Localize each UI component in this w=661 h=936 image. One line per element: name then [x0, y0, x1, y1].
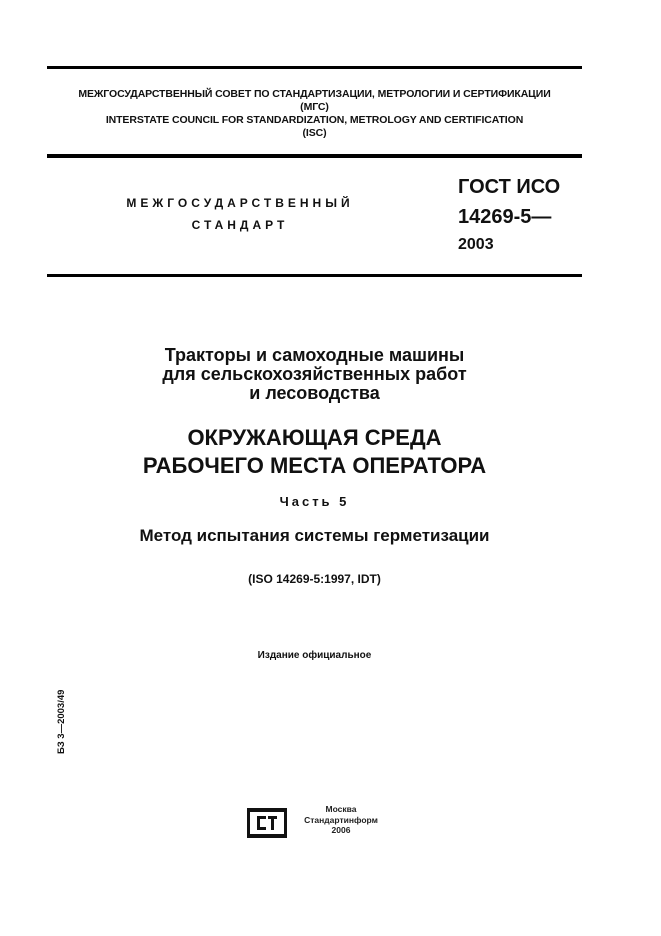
- header-thick-rule: [47, 154, 582, 158]
- title-line2: для сельскохозяйственных работ: [162, 364, 467, 384]
- publisher-name: Стандартинформ: [304, 814, 378, 825]
- method-title: Метод испытания системы герметизации: [139, 526, 490, 545]
- main-title-block: [47, 424, 582, 480]
- publisher-city: Москва: [325, 804, 357, 814]
- standard-label-line2: СТАНДАРТ: [191, 218, 289, 232]
- council-name-en: INTERSTATE COUNCIL FOR STANDARDIZATION, METROLOGY AND CERTIFICATION: [105, 114, 524, 126]
- council-abbr-en: (ISC): [302, 127, 327, 139]
- designation-line1: ГОСТ ИСО: [458, 176, 561, 198]
- council-abbr-ru: (МГС): [300, 101, 329, 113]
- standard-label-line1: МЕЖГОСУДАРСТВЕННЫЙ: [126, 196, 354, 210]
- main-title-line2: РАБОЧЕГО МЕСТА ОПЕРАТОРА: [142, 453, 487, 478]
- council-name-ru: МЕЖГОСУДАРСТВЕННЫЙ СОВЕТ ПО СТАНДАРТИЗАЦИИ, МЕТРОЛОГИИ И СЕРТИФИКАЦИИ: [78, 88, 551, 100]
- designation-rule: [47, 274, 582, 277]
- edition-label: Издание официальное: [257, 650, 372, 661]
- title-line1: Тракторы и самоходные машины: [164, 345, 465, 365]
- standard-label: [100, 192, 380, 236]
- designation-year: 2003: [458, 236, 494, 253]
- top-rule: [47, 66, 582, 69]
- side-code: БЗ 3—2003/49: [56, 689, 67, 754]
- publisher-info: [293, 804, 389, 836]
- standartinform-logo-icon: [247, 808, 287, 838]
- designation-line2: 14269-5—: [458, 206, 552, 228]
- main-title-line1: ОКРУЖАЮЩАЯ СРЕДА: [187, 425, 442, 450]
- council-header: [47, 88, 582, 140]
- iso-reference: (ISO 14269-5:1997, IDT): [248, 572, 381, 586]
- part-label: Часть 5: [279, 494, 350, 509]
- publisher-year: 2006: [331, 825, 351, 835]
- title-block: [47, 346, 582, 403]
- title-line3: и лесоводства: [249, 383, 380, 403]
